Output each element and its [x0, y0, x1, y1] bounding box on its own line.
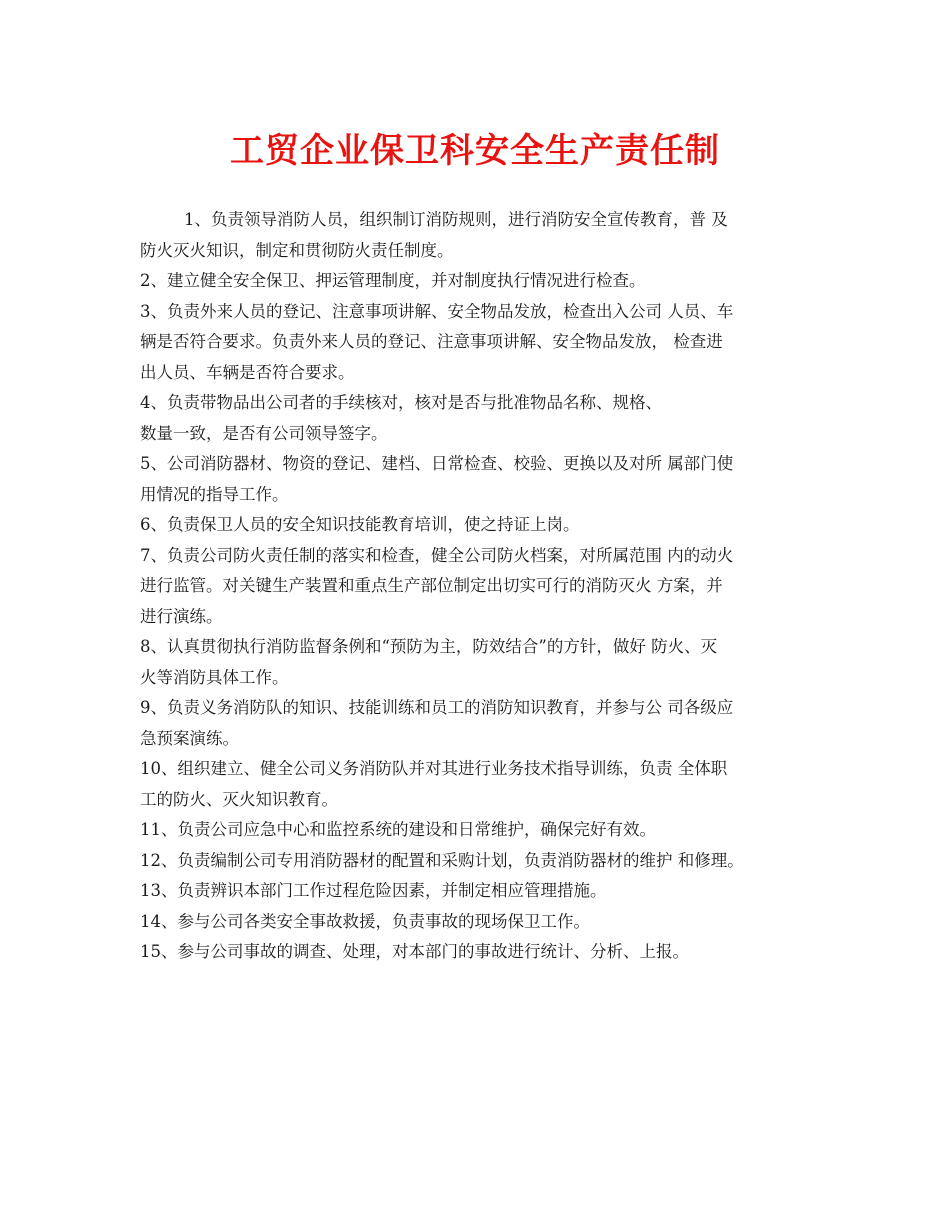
clause-line: 4、负责带物品出公司者的手续核对，核对是否与批准物品名称、规格、	[140, 393, 662, 412]
clause-6	[140, 510, 816, 541]
clause-line: 11、负责公司应急中心和监控系统的建设和日常维护，确保完好有效。	[140, 820, 656, 839]
clause-13	[140, 876, 816, 907]
clause-line: 7、负责公司防火责任制的落实和检查，健全公司防火档案，对所属范围 内的动火	[140, 545, 734, 565]
clause-line: 1、负责领导消防人员，组织制订消防规则，进行消防安全宣传教育，普 及	[184, 210, 728, 229]
clause-line: 2、建立健全安全保卫、押运管理制度，并对制度执行情况进行检查。	[140, 271, 646, 290]
document-title: 工贸企业保卫科安全生产责任制	[230, 131, 720, 171]
clause-line: 急预案演练。	[140, 728, 239, 748]
clause-line: 15、参与公司事故的调查、处理，对本部门的事故进行统计、分析、上报。	[140, 942, 689, 961]
clause-line: 辆是否符合要求。负责外来人员的登记、注意事项讲解、安全物品发放， 检查进	[140, 332, 723, 351]
clause-12	[140, 846, 816, 877]
clause-2	[140, 266, 816, 297]
clause-9	[140, 693, 816, 754]
clause-line: 9、负责义务消防队的知识、技能训练和员工的消防知识教育，并参与公 司各级应	[140, 698, 734, 717]
document-body	[140, 205, 816, 968]
clause-line: 用情况的指导工作。	[140, 484, 289, 504]
clause-8	[140, 632, 816, 693]
clause-line: 13、负责辨识本部门工作过程危险因素，并制定相应管理措施。	[140, 881, 607, 900]
clause-15	[140, 937, 816, 968]
clause-line: 10、组织建立、健全公司义务消防队并对其进行业务技术指导训练，负责 全体职	[140, 759, 728, 778]
clause-line: 火等消防具体工作。	[140, 667, 289, 687]
clause-10	[140, 754, 816, 815]
clause-line: 出人员、车辆是否符合要求。	[140, 362, 355, 382]
clause-line: 5、公司消防器材、物资的登记、建档、日常检查、校验、更换以及对所 属部门使	[140, 454, 734, 473]
clause-5	[140, 449, 816, 510]
clause-line: 工的防火、灭火知识教育。	[140, 789, 338, 809]
clause-line: 3、负责外来人员的登记、注意事项讲解、安全物品发放，检查出入公司 人员、车	[140, 301, 734, 321]
clause-line: 进行监管。对关键生产装置和重点生产部位制定出切实可行的消防灭火 方案，并	[140, 576, 723, 595]
clause-line: 14、参与公司各类安全事故救援，负责事故的现场保卫工作。	[140, 911, 590, 931]
clause-7	[140, 541, 816, 633]
clause-1	[140, 205, 816, 266]
clause-line: 12、负责编制公司专用消防器材的配置和采购计划，负责消防器材的维护 和修理。	[140, 850, 744, 870]
clause-4	[140, 388, 816, 449]
clause-line: 防火灭火知识，制定和贯彻防火责任制度。	[140, 240, 454, 260]
clause-line: 6、负责保卫人员的安全知识技能教育培训，使之持证上岗。	[140, 515, 580, 534]
clause-14	[140, 907, 816, 938]
clause-line: 进行演练。	[140, 606, 223, 626]
clause-line: 数量一致，是否有公司领导签字。	[140, 423, 388, 443]
clause-3	[140, 297, 816, 389]
clause-11	[140, 815, 816, 846]
clause-line: 8、认真贯彻执行消防监督条例和“预防为主，防效结合”的方针，做好 防火、灭	[140, 637, 718, 656]
